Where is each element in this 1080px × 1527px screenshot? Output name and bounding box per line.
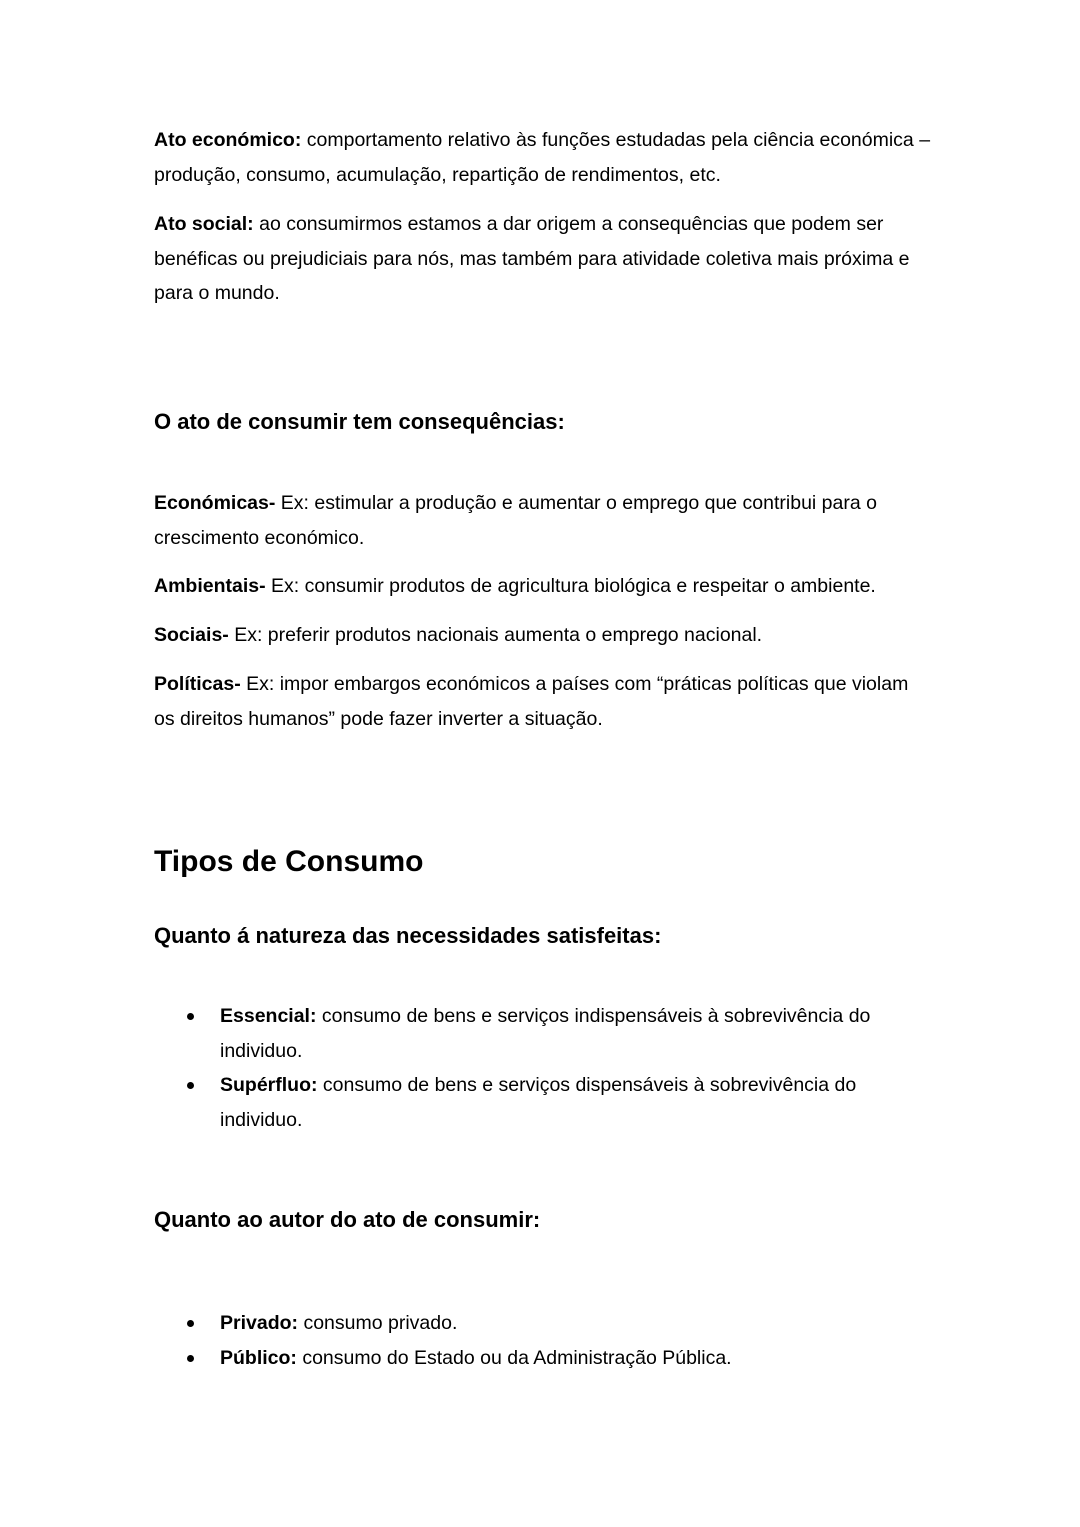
- bullet-icon: [187, 1082, 194, 1089]
- consequence-term: Ambientais-: [154, 575, 266, 597]
- list-item: [154, 1341, 934, 1376]
- page-title: Tipos de Consumo: [154, 845, 424, 878]
- list-item-text: consumo de bens e serviços dispensáveis à sobrevivência do individuo.: [220, 1074, 857, 1131]
- definition-text: comportamento relativo às funções estudadas pela ciência económica – produção, consumo, acumulação, repartição de rendimentos, etc.: [154, 129, 931, 186]
- consequence-text: Ex: estimular a produção e aumentar o emprego que contribui para o crescimento económico.: [154, 492, 877, 549]
- consequence-text: Ex: preferir produtos nacionais aumenta o emprego nacional.: [228, 624, 763, 646]
- consequence-text: Ex: consumir produtos de agricultura biológica e respeitar o ambiente.: [265, 575, 876, 597]
- definition-term: Ato económico:: [154, 129, 302, 151]
- consequence-economicas: [154, 486, 934, 555]
- consequence-politicas: [154, 667, 934, 736]
- consequence-ambientais: [154, 569, 934, 604]
- list-item: [154, 999, 934, 1068]
- list-item-term: Público:: [220, 1346, 297, 1369]
- bullet-icon: [187, 1013, 194, 1020]
- bullet-list-natureza: [154, 999, 934, 1137]
- consequence-term: Económicas-: [154, 492, 276, 514]
- list-item-term: Essencial:: [220, 1005, 317, 1027]
- consequence-sociais: [154, 618, 934, 653]
- definition-term: Ato social:: [154, 213, 254, 235]
- bullet-list-autor: [154, 1306, 934, 1375]
- definition-text: ao consumirmos estamos a dar origem a consequências que podem ser benéficas ou prejudiciais para nós, mas também para atividade coletiva mais próxima e para o mundo.: [154, 213, 910, 304]
- list-item-term: Privado:: [220, 1312, 299, 1334]
- list-item-text: consumo do Estado ou da Administração Pública.: [296, 1346, 732, 1369]
- list-item-text: consumo privado.: [298, 1312, 458, 1334]
- list-item: [154, 1306, 934, 1341]
- consequence-term: Sociais-: [154, 624, 229, 646]
- consequence-text: Ex: impor embargos económicos a países com “práticas políticas que violam os direitos humanos” pode fazer inverter a situação.: [154, 673, 909, 730]
- list-item-text: consumo de bens e serviços indispensáveis à sobrevivência do individuo.: [220, 1005, 871, 1062]
- list-item-term: Supérfluo:: [220, 1074, 318, 1096]
- bullet-icon: [187, 1355, 194, 1362]
- definition-ato-economico: [154, 123, 934, 192]
- bullet-icon: [187, 1320, 194, 1327]
- list-item: [154, 1068, 934, 1137]
- subsection-heading-natureza: Quanto á natureza das necessidades satisfeitas:: [154, 923, 662, 948]
- consequence-term: Políticas-: [154, 673, 241, 695]
- subsection-heading-autor: Quanto ao autor do ato de consumir:: [154, 1207, 541, 1232]
- definition-ato-social: [154, 207, 934, 311]
- consequences-heading: O ato de consumir tem consequências:: [154, 409, 565, 434]
